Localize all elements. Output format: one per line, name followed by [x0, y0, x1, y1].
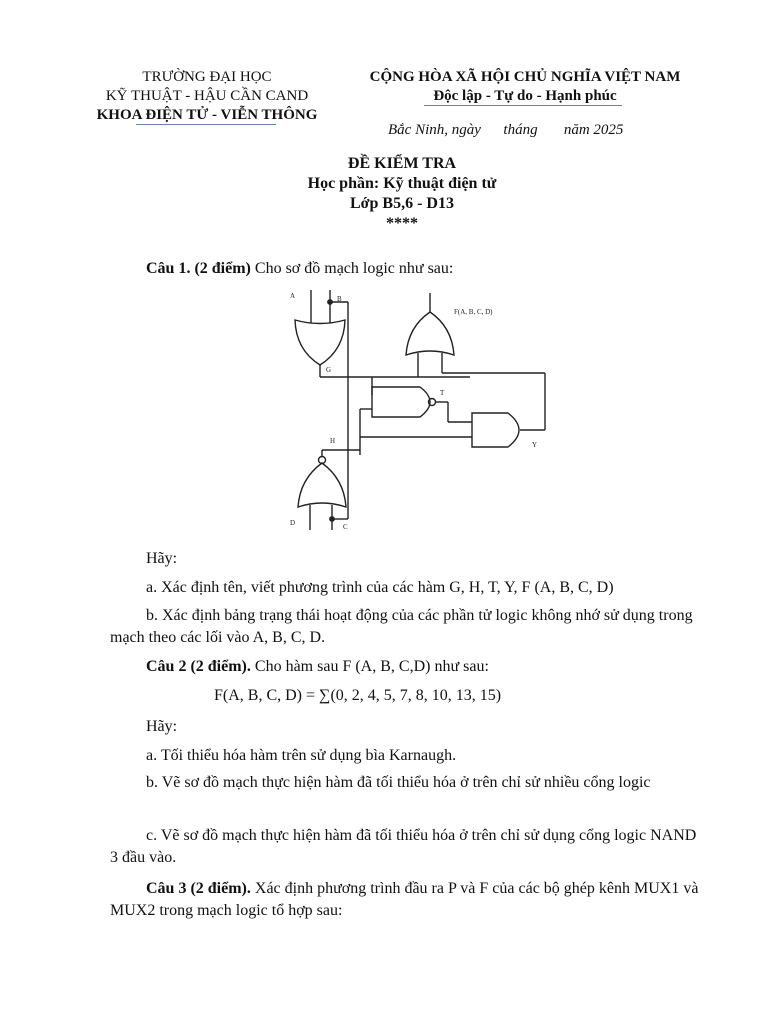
- q2-text: Cho hàm sau F (A, B, C,D) như sau:: [250, 658, 489, 675]
- exam-title: ĐỀ KIỂM TRA: [347, 155, 457, 172]
- q1-heading: [110, 258, 700, 280]
- institution-line2: KỸ THUẬT - HẬU CẦN CAND: [105, 88, 309, 104]
- label-a: A: [290, 292, 296, 300]
- q2-heading: [110, 656, 700, 678]
- label-b: B: [337, 295, 342, 303]
- q2-formula: F(A, B, C, D) = ∑(0, 2, 4, 5, 7, 8, 10, 13, 15): [214, 687, 502, 704]
- national-motto-block: [345, 68, 705, 106]
- country-name: CỘNG HÒA XÃ HỘI CHỦ NGHĨA VIỆT NAM: [369, 69, 681, 85]
- q1-task-b: b. Xác định bảng trạng thái hoạt động của các phần tử logic không nhớ sử dụng trong mạch theo các lối vào A, B, C, D.: [110, 607, 693, 646]
- institution-block: [72, 68, 342, 125]
- q3-heading: [110, 878, 700, 922]
- q1-label: Câu 1. (2 điểm): [146, 260, 251, 277]
- logic-circuit-diagram: [280, 285, 560, 535]
- nand-gate-t: [372, 387, 430, 417]
- label-f: F(A, B, C, D): [454, 308, 493, 316]
- motto: Độc lập - Tự do - Hạnh phúc: [433, 88, 617, 104]
- title-stars: ****: [386, 215, 418, 232]
- label-h: H: [330, 437, 336, 445]
- date-line: Bắc Ninh, ngày tháng năm 2025: [388, 122, 624, 138]
- faculty-name: KHOA ĐIỆN TỬ - VIỄN THÔNG: [96, 107, 318, 123]
- and-gate-y: [472, 413, 519, 447]
- q1-instruction: Hãy:: [146, 550, 178, 567]
- faculty-underline: [136, 124, 276, 125]
- course-name: Học phần: Kỹ thuật điện tử: [307, 175, 497, 192]
- nor-gate-h: [298, 463, 346, 507]
- exam-title-block: [0, 154, 768, 234]
- q3-text: Xác định phương trình đầu ra P và F của các bộ ghép kênh MUX1 và MUX2 trong mạch logic tổ hợp sau:: [110, 880, 699, 919]
- q1-task-a: a. Xác định tên, viết phương trình của các hàm G, H, T, Y, F (A, B, C, D): [146, 579, 614, 596]
- motto-underline: [424, 105, 622, 106]
- q3-label: Câu 3 (2 điểm).: [146, 880, 251, 897]
- label-c: C: [343, 523, 348, 531]
- label-y: Y: [532, 441, 538, 449]
- label-d: D: [290, 519, 296, 527]
- q2-task-a: a. Tối thiểu hóa hàm trên sử dụng bìa Karnaugh.: [146, 747, 457, 764]
- label-t: T: [440, 389, 445, 397]
- label-g: G: [326, 366, 332, 374]
- or-gate-g: [295, 320, 345, 365]
- class-name: Lớp B5,6 - D13: [350, 195, 454, 212]
- q2-task-c: c. Vẽ sơ đồ mạch thực hiện hàm đã tối thiểu hóa ở trên chỉ sử dụng cổng logic NAND 3 đầu vào.: [110, 827, 697, 866]
- or-gate-f: [406, 312, 454, 355]
- q2-label: Câu 2 (2 điểm).: [146, 658, 251, 675]
- q1-text: Cho sơ đồ mạch logic như sau:: [250, 260, 454, 277]
- q2-instruction: Hãy:: [146, 718, 178, 735]
- institution-line1: TRƯỜNG ĐẠI HỌC: [142, 69, 272, 85]
- q2-task-b: b. Vẽ sơ đồ mạch thực hiện hàm đã tối thiểu hóa ở trên chỉ sử nhiều cổng logic: [146, 774, 651, 791]
